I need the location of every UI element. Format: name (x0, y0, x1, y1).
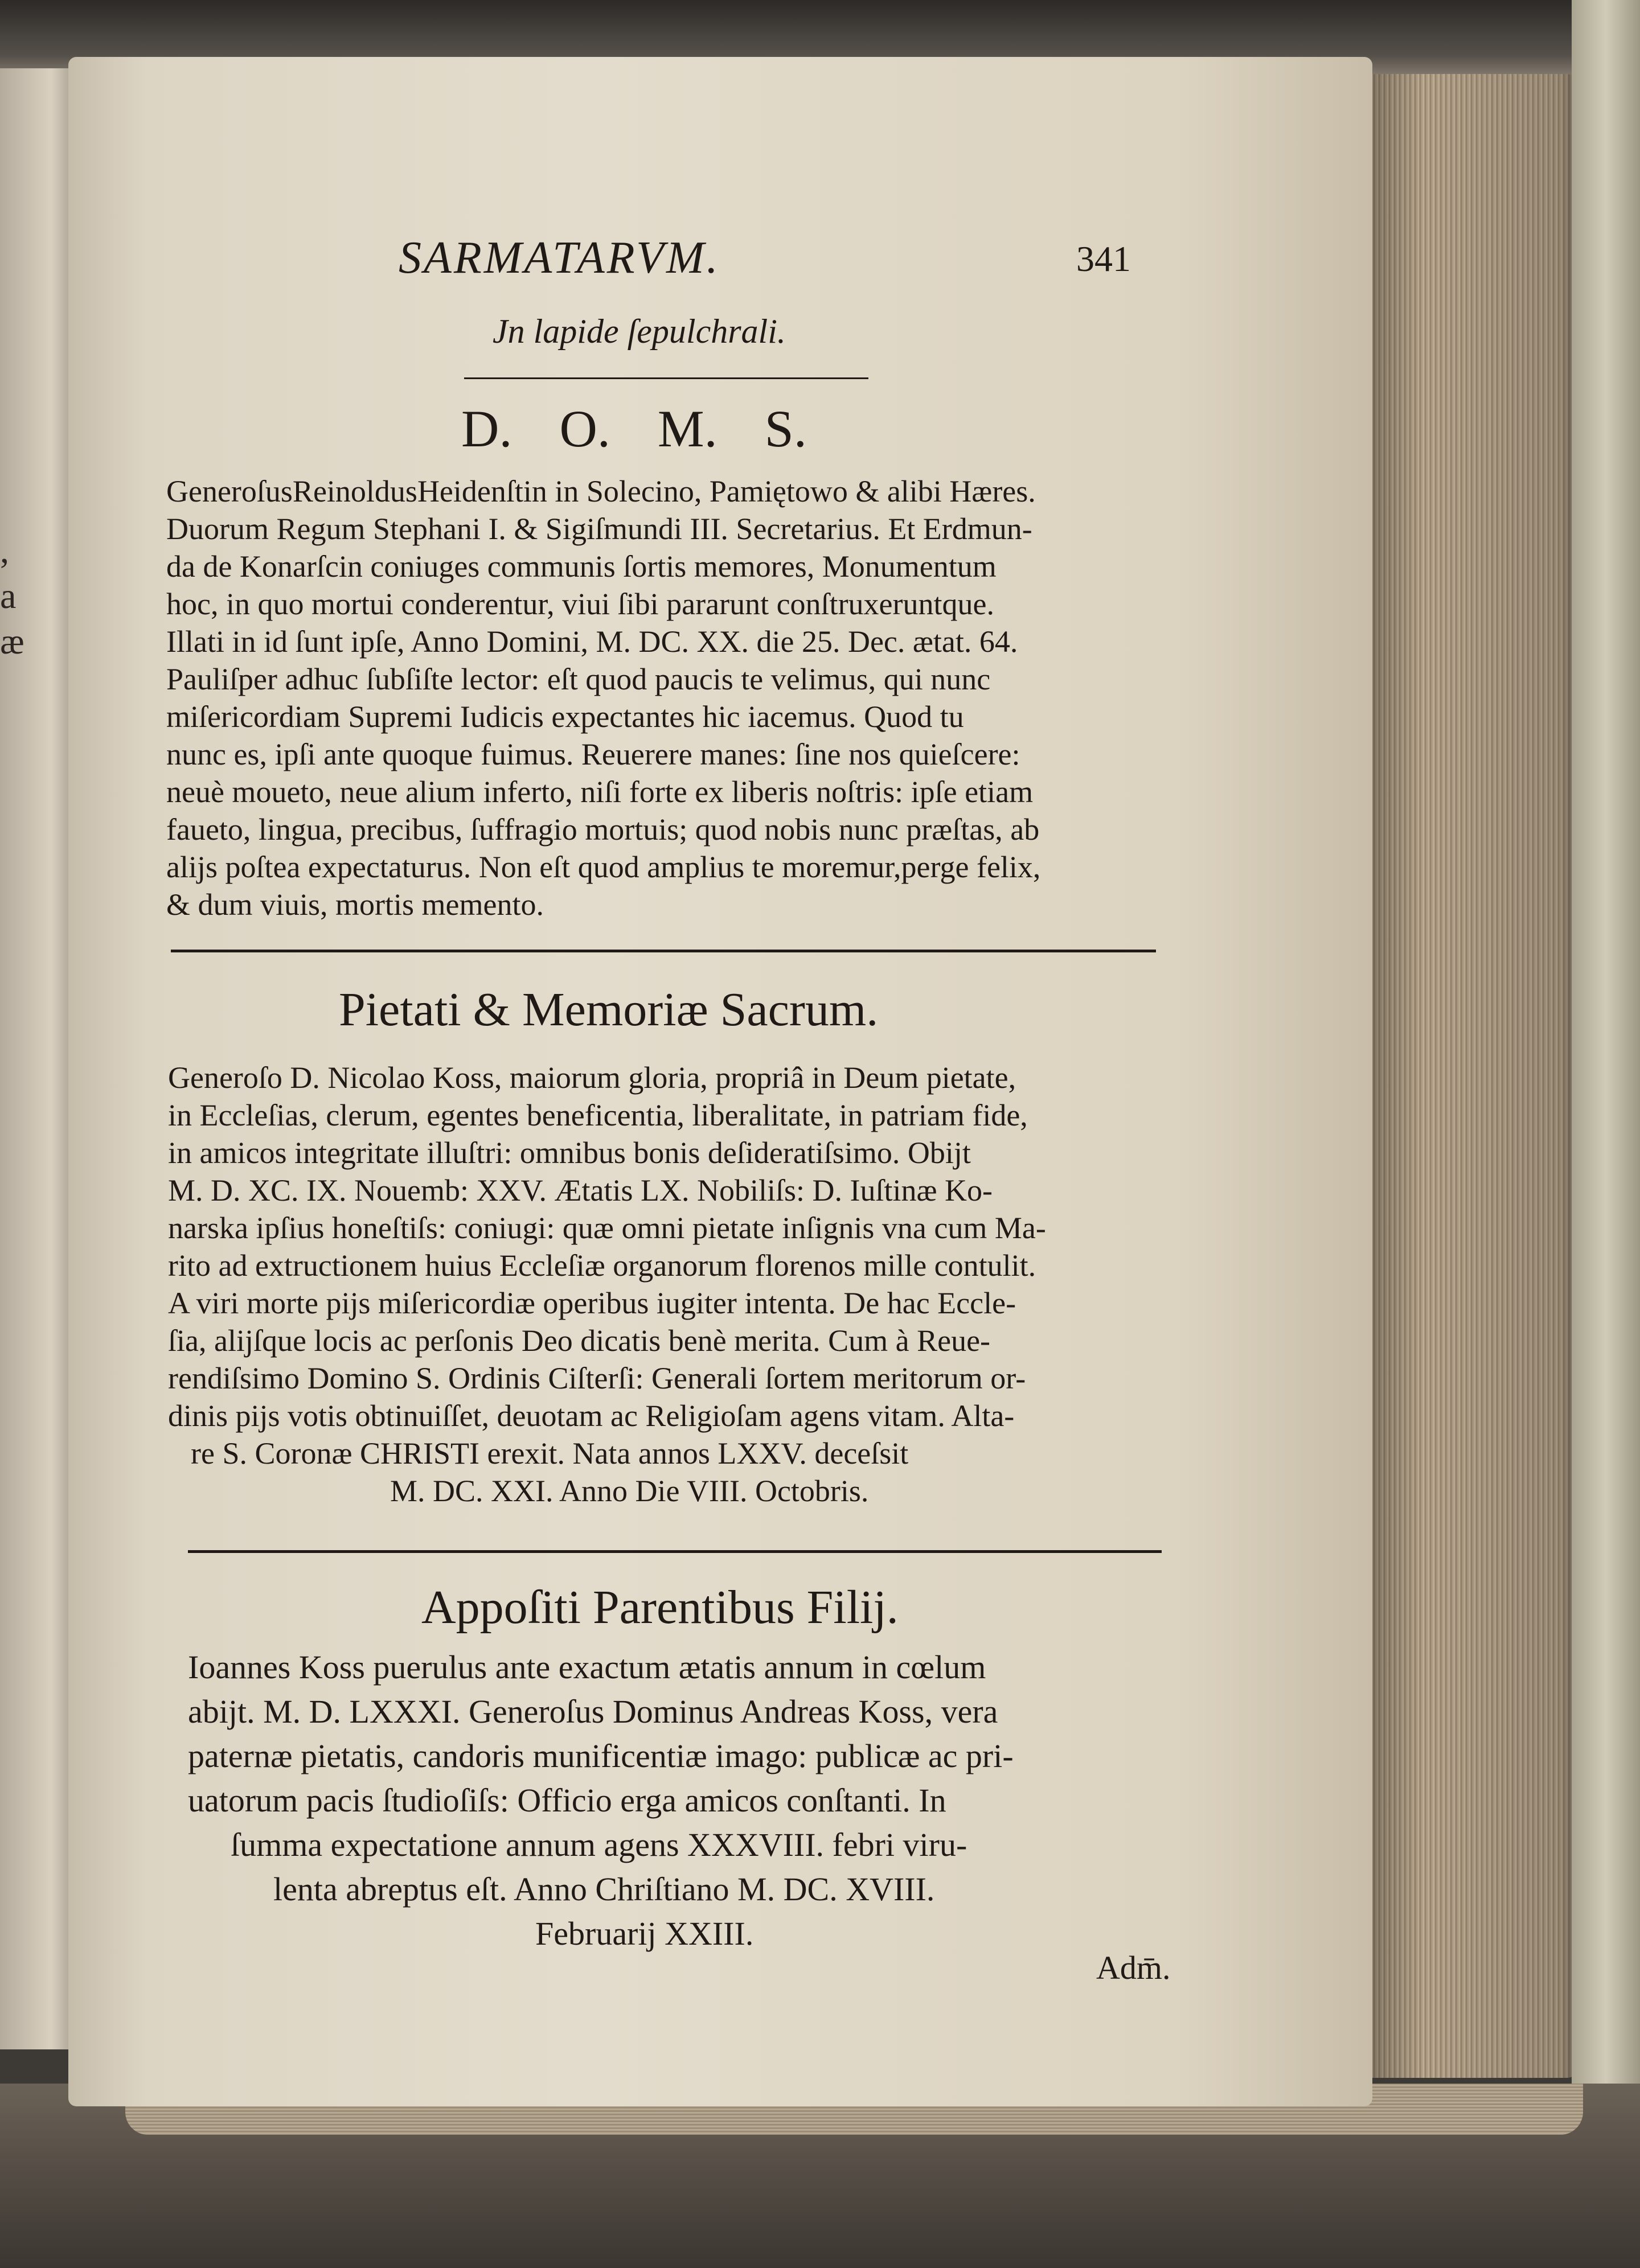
text-line: Duorum Regum Stephani I. & Sigiſmundi III. Secretarius. Et Erdmun- (166, 512, 1032, 546)
text-line: nunc es, ipſi ante quoque fuimus. Reuerere manes: ſine nos quieſcere: (166, 737, 1020, 771)
text-line: miſericordiam Supremi Iudicis expectantes hic iacemus. Quod tu (166, 700, 964, 734)
section3-title: Appoſiti Parentibus Filij. (421, 1581, 899, 1634)
text-line: GeneroſusReinoldusHeidenſtin in Solecino, Pamiętowo & alibi Hæres. (166, 474, 1036, 508)
left-page-letter: æ (0, 621, 24, 662)
section2-body (168, 1059, 1046, 1510)
page-number: 341 (1076, 239, 1131, 279)
text-line: hoc, in quo mortui conderentur, viui ſibi pararunt conſtruxeruntque. (166, 587, 994, 621)
text-line: re S. Coronæ CHRISTI erexit. Nata annos LXXV. deceſsit (191, 1436, 909, 1470)
section1-body (166, 472, 1040, 923)
rule-under-subtitle (464, 377, 868, 379)
text-line: paternæ pietatis, candoris munificentiæ imago: publicæ ac pri- (188, 1737, 1014, 1774)
text-line: uatorum pacis ſtudioſiſs: Officio erga amicos conſtanti. In (188, 1782, 946, 1819)
text-line: narska ipſius honeſtiſs: coniugi: quæ omni pietate inſignis vna cum Ma- (168, 1211, 1046, 1245)
text-line: lenta abreptus eſt. Anno Chriſtiano M. DC. XVIII. (273, 1871, 935, 1908)
text-line: rito ad extructionem huius Eccleſiæ organorum florenos mille contulit. (168, 1248, 1036, 1283)
text-line: neuè moueto, neue alium inferto, niſi forte ex liberis noſtris: ipſe etiam (166, 775, 1034, 809)
text-line: da de Konarſcin coniuges communis ſortis memores, Monumentum (166, 549, 997, 584)
section3-body (188, 1645, 1014, 1956)
text-line: Illati in id ſunt ipſe, Anno Domini, M. DC. XX. die 25. Dec. ætat. 64. (166, 624, 1018, 659)
running-title: SARMATARVM. (399, 233, 720, 283)
section2-title: Pietati & Memoriæ Sacrum. (339, 983, 879, 1036)
text-line: in amicos integritate illuſtri: omnibus bonis deſideratiſsimo. Obijt (168, 1136, 971, 1170)
book-cover-edge (1572, 0, 1640, 2268)
text-line: dinis pijs votis obtinuiſſet, deuotam ac Religioſam agens vitam. Alta- (168, 1399, 1015, 1433)
section-divider (171, 950, 1156, 952)
text-line: Februarij XXIII. (535, 1915, 754, 1952)
catchword: Adm̄. (1096, 1949, 1171, 1986)
text-line: & dum viuis, mortis memento. (166, 888, 544, 922)
text-line: Generoſo D. Nicolao Koss, maiorum gloria, propriâ in Deum pietate, (168, 1061, 1016, 1095)
left-page-letter: , (0, 530, 9, 570)
section1-title: D. O. M. S. (461, 400, 807, 458)
text-line: ſumma expectatione annum agens XXXVIII. febri viru- (231, 1826, 967, 1863)
text-line: Ioannes Koss puerulus ante exactum ætatis annum in cœlum (188, 1649, 986, 1686)
text-line: faueto, lingua, precibus, ſuffragio mortuis; quod nobis nunc præſtas, ab (166, 812, 1040, 847)
text-line: abijt. M. D. LXXXI. Generoſus Dominus Andreas Koss, vera (188, 1693, 998, 1730)
text-line: rendiſsimo Domino S. Ordinis Ciſterſi: Generali ſortem meritorum or- (168, 1361, 1026, 1395)
page-edges-shading (1355, 74, 1583, 2078)
text-line: A viri morte pijs miſericordiæ operibus iugiter intenta. De hac Eccle- (168, 1286, 1016, 1320)
section-divider (188, 1550, 1162, 1553)
text-line: Pauliſper adhuc ſubſiſte lector: eſt quod paucis te velimus, qui nunc (166, 662, 991, 696)
text-line: alijs poſtea expectaturus. Non eſt quod amplius te moremur,perge felix, (166, 850, 1041, 884)
left-page-letter: a (0, 576, 17, 616)
text-line: M. D. XC. IX. Nouemb: XXV. Ætatis LX. Nobiliſs: D. Iuſtinæ Ko- (168, 1173, 993, 1207)
text-line: M. DC. XXI. Anno Die VIII. Octobris. (390, 1474, 869, 1508)
subtitle: Jn lapide ſepulchrali. (493, 313, 786, 350)
text-line: in Eccleſias, clerum, egentes beneficentia, liberalitate, in patriam fide, (168, 1098, 1028, 1132)
text-line: ſia, alijſque locis ac perſonis Deo dicatis benè merita. Cum à Reue- (168, 1324, 991, 1358)
